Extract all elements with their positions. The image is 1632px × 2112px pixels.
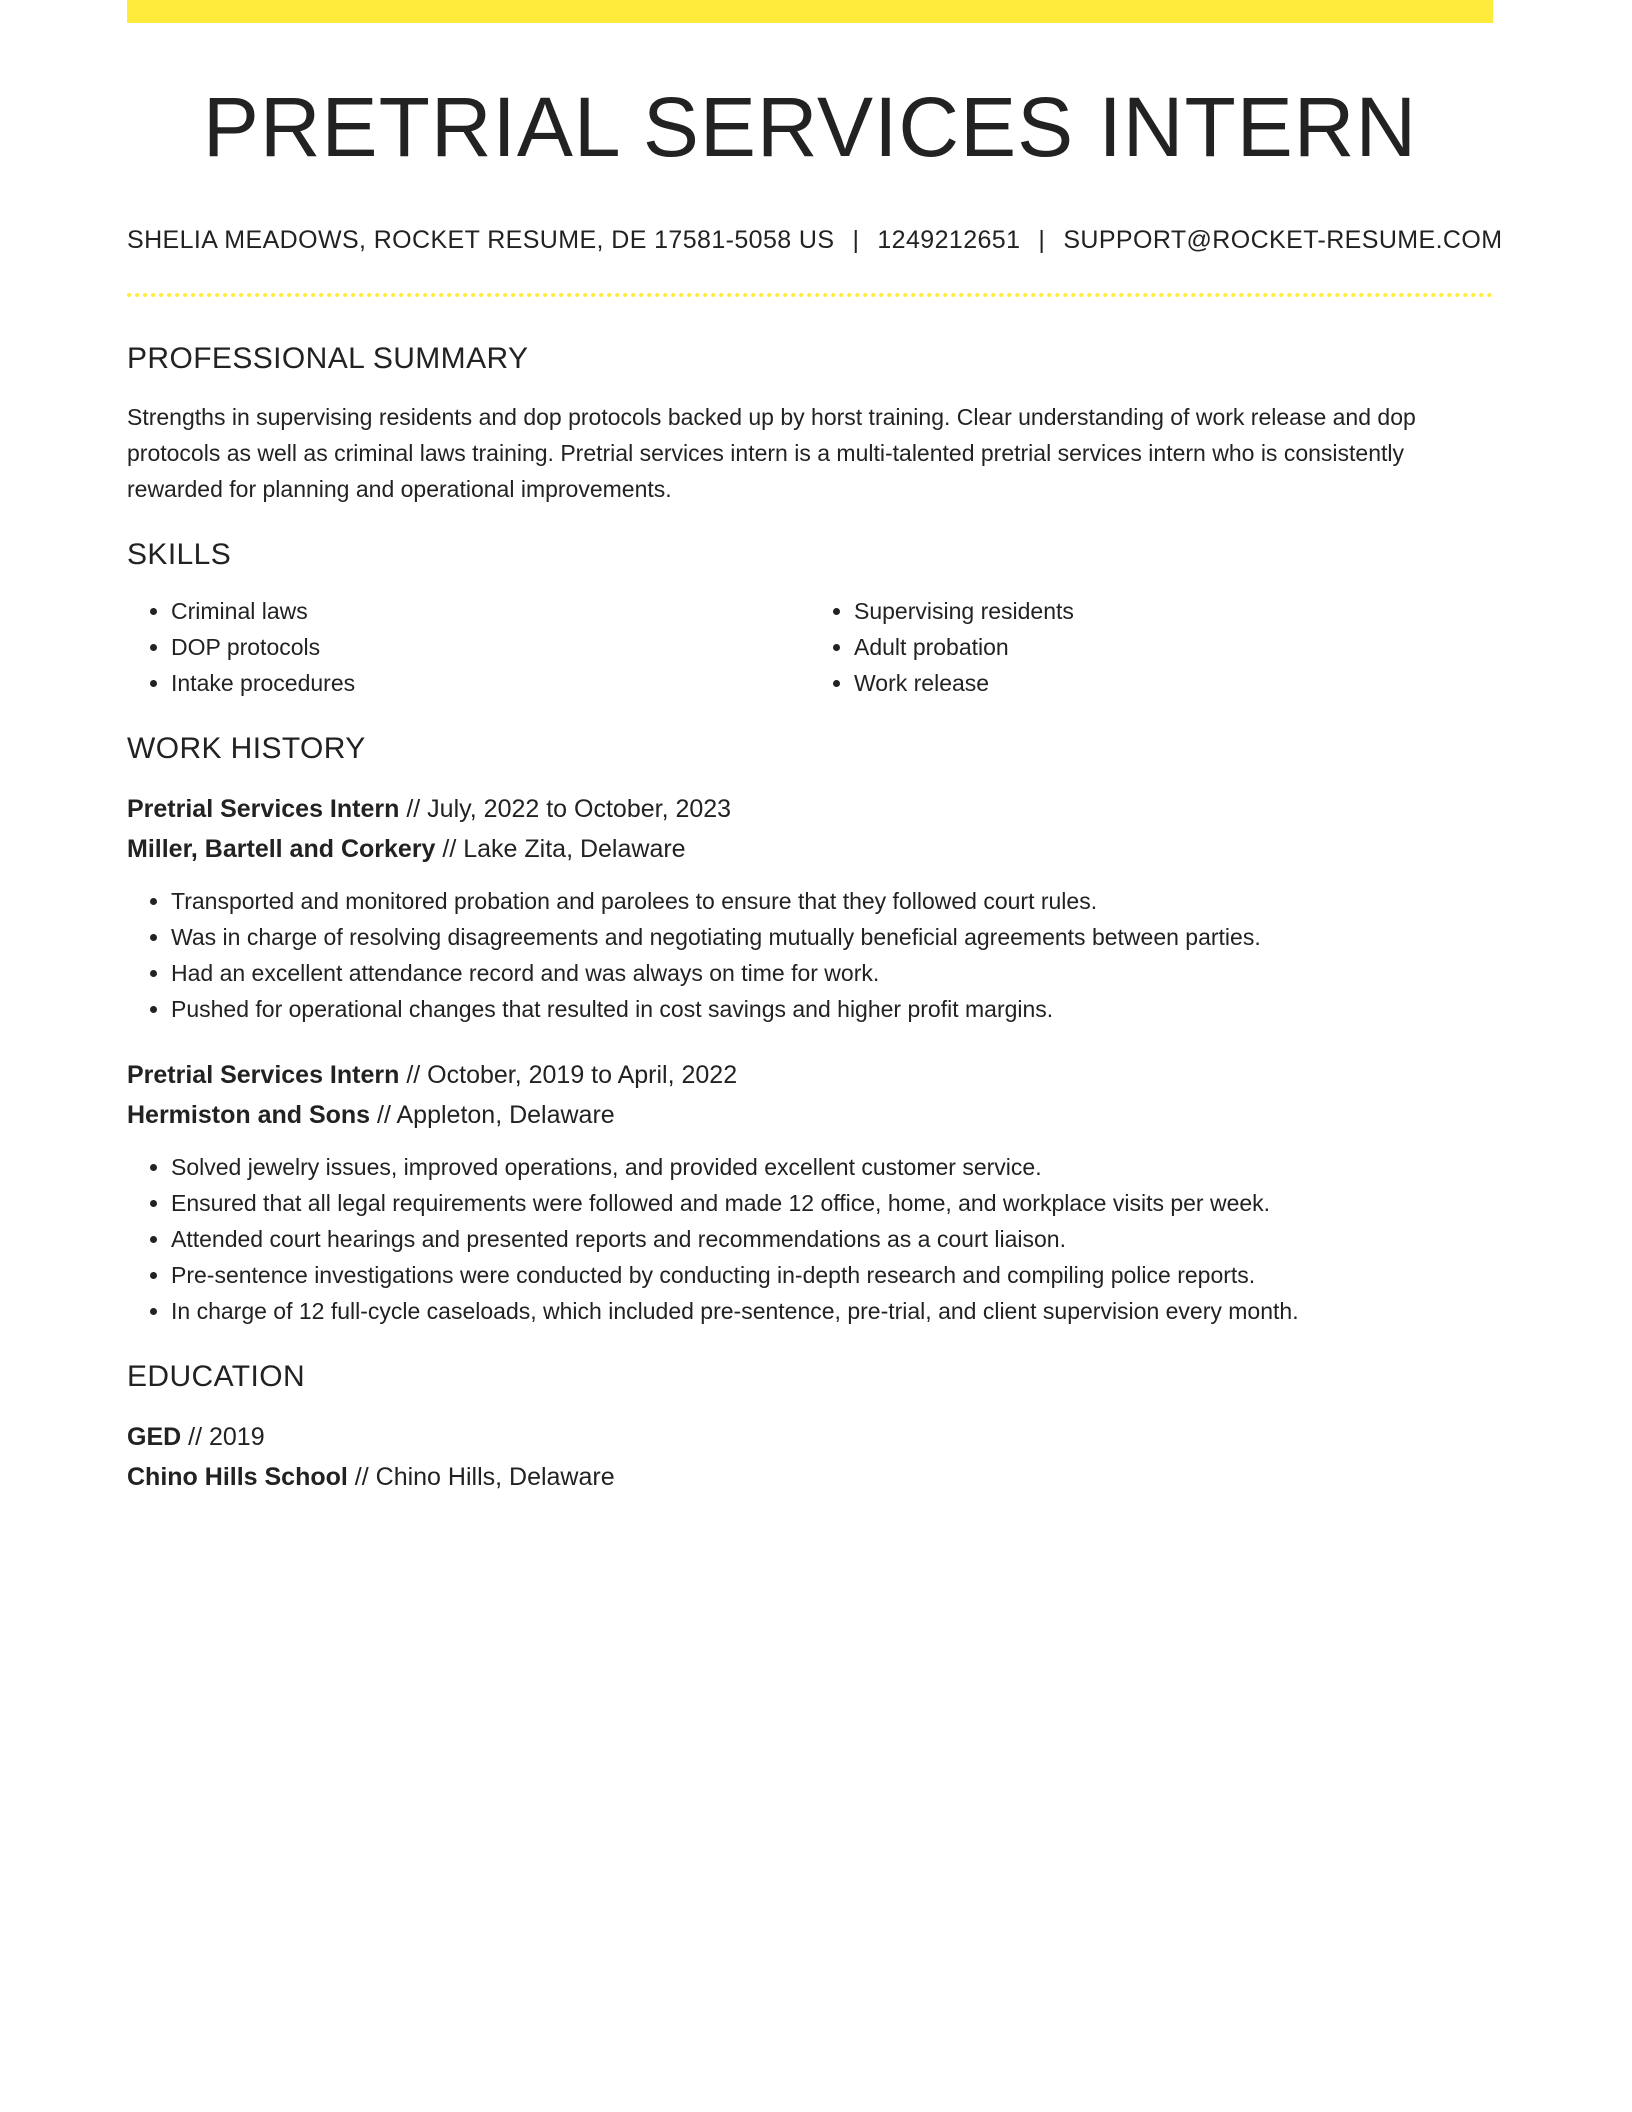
resume-page xyxy=(127,0,1503,1497)
summary-heading: PROFESSIONAL SUMMARY xyxy=(127,342,529,376)
skill-item: • Supervising residents xyxy=(854,593,1493,629)
job-bullet: • In charge of 12 full-cycle caseloads, which included pre-sentence, pre-trial, and client supervision every month. xyxy=(171,1293,1493,1329)
education-school-line xyxy=(127,1457,1493,1497)
skills-column-left xyxy=(127,593,810,701)
skills-column-right xyxy=(810,593,1493,701)
job-company-line xyxy=(127,1095,1493,1135)
dotted-divider xyxy=(127,293,1493,297)
skills-heading: SKILLS xyxy=(127,538,232,572)
job-location: Lake Zita, Delaware xyxy=(463,835,686,864)
job-dates: October, 2019 to April, 2022 xyxy=(427,1061,738,1090)
resume-title: PRETRIAL SERVICES INTERN xyxy=(202,80,1418,174)
skill-item: • Work release xyxy=(854,665,1493,701)
job-bullet: • Solved jewelry issues, improved operations, and provided excellent customer service. xyxy=(171,1149,1493,1185)
job-entry xyxy=(127,789,1493,1027)
separator: // xyxy=(399,795,428,824)
contact-address: SHELIA MEADOWS, ROCKET RESUME, DE 17581-5058 US xyxy=(127,226,835,255)
job-title: Pretrial Services Intern xyxy=(127,1061,400,1090)
job-title-line xyxy=(127,789,1493,829)
contact-phone: 1249212651 xyxy=(877,226,1021,255)
separator: // xyxy=(181,1423,209,1452)
summary-text: Strengths in supervising residents and dop protocols backed up by horst training. Clear understanding of work release and dop protocols as well as criminal laws training. Pretrial services intern is a multi-talented pretrial services intern who is consistently rewarded for planning and operational improvements. xyxy=(127,404,1416,503)
job-bullet: • Was in charge of resolving disagreements and negotiating mutually beneficial agreements between parties. xyxy=(171,919,1493,955)
job-company-line xyxy=(127,829,1493,869)
job-bullet: • Pre-sentence investigations were conducted by conducting in-depth research and compiling police reports. xyxy=(171,1257,1493,1293)
job-dates: July, 2022 to October, 2023 xyxy=(427,795,732,824)
education-location: Chino Hills, Delaware xyxy=(375,1463,615,1492)
education-heading: EDUCATION xyxy=(127,1360,306,1394)
job-location: Appleton, Delaware xyxy=(396,1101,615,1130)
accent-top-bar xyxy=(127,0,1493,23)
separator: // xyxy=(370,1101,397,1130)
job-entry xyxy=(127,1055,1493,1329)
contact-email: SUPPORT@ROCKET-RESUME.COM xyxy=(1063,226,1503,255)
contact-separator: | xyxy=(852,226,860,255)
job-bullet: • Had an excellent attendance record and was always on time for work. xyxy=(171,955,1493,991)
job-bullet: • Transported and monitored probation and parolees to ensure that they followed court rules. xyxy=(171,883,1493,919)
job-bullet: • Pushed for operational changes that resulted in cost savings and higher profit margins. xyxy=(171,991,1493,1027)
job-title: Pretrial Services Intern xyxy=(127,795,400,824)
job-company: Miller, Bartell and Corkery xyxy=(127,835,436,864)
job-company: Hermiston and Sons xyxy=(127,1101,371,1130)
education-degree: GED xyxy=(127,1423,182,1452)
skill-item: • DOP protocols xyxy=(171,629,810,665)
job-bullet: • Attended court hearings and presented reports and recommendations as a court liaison. xyxy=(171,1221,1493,1257)
skill-item: • Adult probation xyxy=(854,629,1493,665)
job-title-line xyxy=(127,1055,1493,1095)
separator: // xyxy=(347,1463,376,1492)
skills-list xyxy=(127,593,1493,701)
job-bullet: • Ensured that all legal requirements were followed and made 12 office, home, and workplace visits per week. xyxy=(171,1185,1493,1221)
separator: // xyxy=(435,835,464,864)
education-degree-line xyxy=(127,1417,1493,1457)
contact-line xyxy=(127,225,1503,255)
contact-separator: | xyxy=(1038,226,1046,255)
skill-item: • Criminal laws xyxy=(171,593,810,629)
skill-item: • Intake procedures xyxy=(171,665,810,701)
separator: // xyxy=(399,1061,428,1090)
job-bullets xyxy=(127,1149,1493,1329)
work-history-heading: WORK HISTORY xyxy=(127,732,366,766)
education-year: 2019 xyxy=(208,1423,265,1452)
job-bullets xyxy=(127,883,1493,1027)
education-school: Chino Hills School xyxy=(127,1463,348,1492)
